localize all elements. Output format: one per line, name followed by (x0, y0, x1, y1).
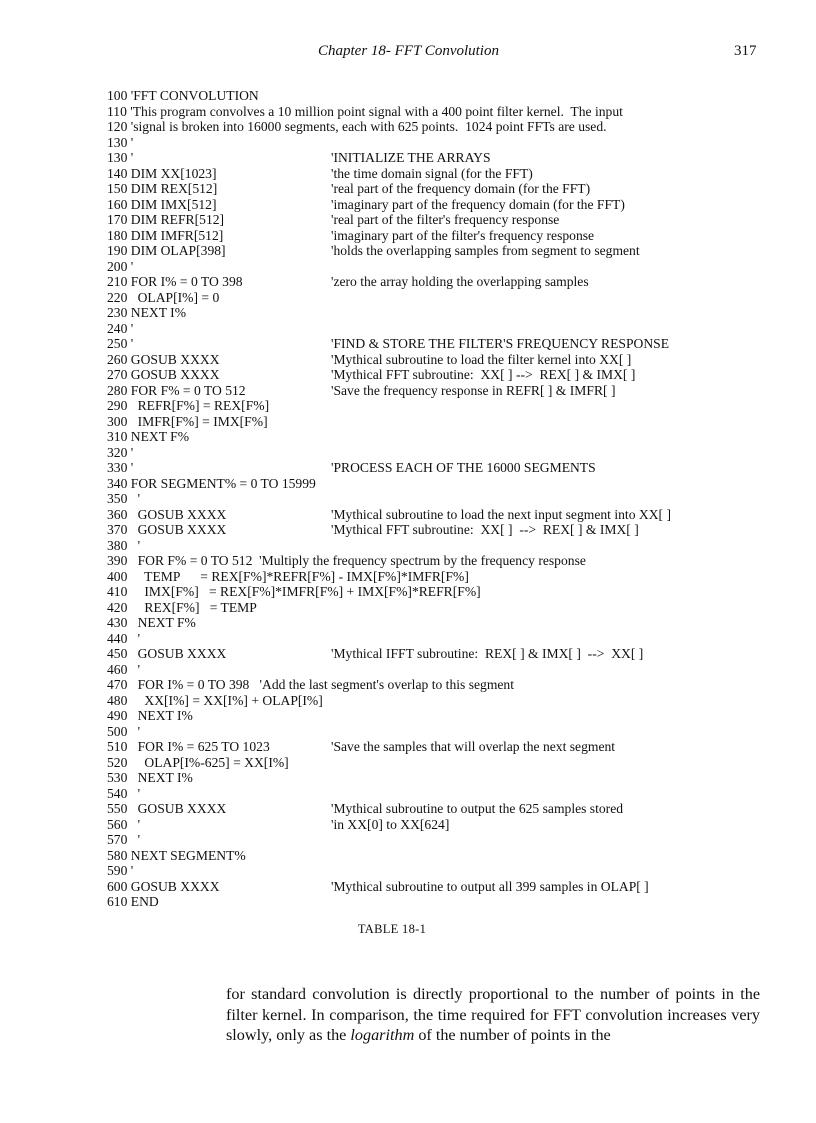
page-number: 317 (734, 43, 757, 59)
program-line (107, 646, 787, 662)
program-line-comment: 'real part of the filter's frequency response (331, 212, 560, 227)
program-line-code: 130 ' (107, 134, 134, 150)
program-line-code: 420 REX[F%] = TEMP (107, 599, 257, 615)
program-line-code: 430 NEXT F% (107, 615, 196, 630)
program-line-code: 290 REFR[F%] = REX[F%] (107, 398, 270, 413)
program-line-comment: 'real part of the frequency domain (for the FFT) (331, 181, 591, 196)
program-line-code: 580 NEXT SEGMENT% (107, 847, 246, 863)
program-line (107, 119, 787, 135)
program-line (107, 817, 787, 833)
program-line (107, 863, 787, 879)
program-line-code: 240 ' (107, 320, 134, 336)
program-line (107, 786, 787, 802)
program-line-code: 610 END (107, 894, 159, 909)
paragraph-text-after: of the number of points in the (414, 1026, 611, 1044)
program-line-comment: 'Save the frequency response in REFR[ ] & IMFR[ ] (331, 382, 616, 398)
program-line-comment: 'FIND & STORE THE FILTER'S FREQUENCY RESPONSE (331, 336, 669, 351)
program-line-comment: 'the time domain signal (for the FFT) (331, 165, 533, 181)
program-line-code: 480 XX[I%] = XX[I%] + OLAP[I%] (107, 692, 323, 708)
program-line (107, 181, 787, 197)
program-line-code: 190 DIM OLAP[398] (107, 243, 226, 258)
program-line-code: 460 ' (107, 661, 141, 677)
program-line (107, 708, 787, 724)
program-line-code: 350 ' (107, 491, 141, 506)
program-line-code: 370 GOSUB XXXX (107, 522, 227, 537)
paragraph-text-before: for standard convolution is directly proportional to the number of points in the filter kernel. In comparison, the time required for FFT convolution increases very slowly, only as the (226, 985, 760, 1044)
program-line-code: 180 DIM IMFR[512] (107, 227, 224, 243)
program-line-comment: 'zero the array holding the overlapping samples (331, 274, 589, 289)
program-line (107, 522, 787, 538)
program-line-code: 120 'signal is broken into 16000 segments, each with 625 points. 1024 point FFTs are used. (107, 119, 607, 134)
body-paragraph (226, 984, 760, 1046)
program-line-code: 440 ' (107, 630, 141, 646)
program-line (107, 507, 787, 523)
program-line (107, 491, 787, 507)
emphasis-logarithm: logarithm (350, 1026, 415, 1044)
program-line-code: 550 GOSUB XXXX (107, 801, 227, 816)
program-line-code: 340 FOR SEGMENT% = 0 TO 15999 (107, 475, 316, 491)
program-line (107, 212, 787, 228)
program-line-comment: 'in XX[0] to XX[624] (331, 816, 450, 832)
program-line (107, 631, 787, 647)
program-line-code: 360 GOSUB XXXX (107, 506, 227, 522)
program-line (107, 553, 787, 569)
program-line-code: 110 'This program convolves a 10 million point signal with a 400 point filter kernel. The input (107, 103, 623, 119)
program-line-code: 530 NEXT I% (107, 770, 193, 785)
program-line-code: 390 FOR F% = 0 TO 512 'Multiply the frequency spectrum by the frequency response (107, 553, 586, 568)
program-line (107, 321, 787, 337)
program-line-code: 380 ' (107, 537, 141, 553)
program-line-comment: 'imaginary part of the frequency domain (for the FFT) (331, 196, 625, 212)
program-line-code: 270 GOSUB XXXX (107, 367, 220, 382)
program-line (107, 243, 787, 259)
program-line (107, 150, 787, 166)
table-caption (0, 922, 816, 937)
table-caption-text: TABLE 18-1 (357, 922, 427, 936)
program-line (107, 832, 787, 848)
program-line (107, 801, 787, 817)
program-line-comment: 'Mythical IFFT subroutine: REX[ ] & IMX[ ] --> XX[ ] (331, 646, 644, 661)
program-line (107, 615, 787, 631)
program-line-code: 300 IMFR[F%] = IMX[F%] (107, 413, 268, 429)
program-line (107, 600, 787, 616)
program-line (107, 274, 787, 290)
program-line (107, 228, 787, 244)
program-line-code: 210 FOR I% = 0 TO 398 (107, 274, 243, 289)
program-line (107, 104, 787, 120)
program-line (107, 848, 787, 864)
program-line (107, 569, 787, 585)
program-line (107, 398, 787, 414)
program-line (107, 197, 787, 213)
program-line-code: 400 TEMP = REX[F%]*REFR[F%] - IMX[F%]*IMFR[F%] (107, 568, 469, 584)
program-line-code: 170 DIM REFR[512] (107, 212, 225, 227)
program-line-code: 500 ' (107, 723, 141, 739)
program-line (107, 755, 787, 771)
program-line (107, 445, 787, 461)
program-line-comment: 'holds the overlapping samples from segment to segment (331, 243, 640, 258)
program-line-code: 200 ' (107, 258, 134, 274)
program-line-comment: 'Mythical subroutine to output all 399 samples in OLAP[ ] (331, 878, 649, 894)
program-line-code: 570 ' (107, 832, 141, 847)
program-line-code: 560 ' (107, 816, 141, 832)
program-line (107, 770, 787, 786)
paragraph (226, 984, 760, 1046)
program-line (107, 259, 787, 275)
program-line-code: 410 IMX[F%] = REX[F%]*IMFR[F%] + IMX[F%]*REFR[F%] (107, 584, 481, 599)
program-line-code: 540 ' (107, 785, 141, 801)
program-line-code: 100 'FFT CONVOLUTION (107, 88, 259, 103)
program-line (107, 894, 787, 910)
page-header (0, 43, 816, 65)
program-line (107, 305, 787, 321)
program-line (107, 724, 787, 740)
program-line-code: 230 NEXT I% (107, 305, 187, 320)
program-line (107, 166, 787, 182)
program-line-comment: 'Mythical FFT subroutine: XX[ ] --> REX[ ] & IMX[ ] (331, 522, 639, 537)
program-line-code: 600 GOSUB XXXX (107, 878, 220, 894)
basic-program-listing (107, 88, 787, 910)
program-line-comment: 'INITIALIZE THE ARRAYS (331, 150, 491, 165)
program-line-code: 280 FOR F% = 0 TO 512 (107, 382, 246, 398)
program-line (107, 414, 787, 430)
program-line (107, 367, 787, 383)
program-line-comment: 'Mythical subroutine to load the filter kernel into XX[ ] (331, 351, 632, 367)
program-line (107, 88, 787, 104)
program-line-comment: 'Mythical subroutine to output the 625 samples stored (331, 801, 624, 816)
program-line-comment: 'PROCESS EACH OF THE 16000 SEGMENTS (331, 460, 596, 475)
program-line-code: 450 GOSUB XXXX (107, 646, 227, 661)
program-line (107, 336, 787, 352)
program-line-comment: 'imaginary part of the filter's frequency response (331, 227, 595, 243)
program-line (107, 290, 787, 306)
program-line (107, 677, 787, 693)
program-line-code: 260 GOSUB XXXX (107, 351, 220, 367)
program-line (107, 662, 787, 678)
program-line (107, 352, 787, 368)
program-line (107, 383, 787, 399)
program-line (107, 135, 787, 151)
program-line-code: 140 DIM XX[1023] (107, 165, 217, 181)
program-line (107, 879, 787, 895)
program-line-code: 470 FOR I% = 0 TO 398 'Add the last segment's overlap to this segment (107, 677, 515, 692)
program-line-code: 590 ' (107, 863, 134, 878)
program-line (107, 693, 787, 709)
program-line-code: 490 NEXT I% (107, 708, 193, 723)
program-line-comment: 'Save the samples that will overlap the next segment (331, 739, 616, 754)
program-line-code: 220 OLAP[I%] = 0 (107, 289, 220, 305)
program-line (107, 584, 787, 600)
program-line (107, 538, 787, 554)
program-line-comment: 'Mythical subroutine to load the next input segment into XX[ ] (331, 506, 671, 522)
program-line-code: 320 ' (107, 444, 134, 460)
program-line-code: 130 ' (107, 150, 134, 165)
program-line-code: 250 ' (107, 336, 134, 351)
program-line-code: 510 FOR I% = 625 TO 1023 (107, 739, 270, 754)
program-line-code: 310 NEXT F% (107, 429, 190, 444)
program-line-comment: 'Mythical FFT subroutine: XX[ ] --> REX[ ] & IMX[ ] (331, 367, 636, 382)
chapter-title: Chapter 18- FFT Convolution (318, 43, 499, 59)
program-line (107, 460, 787, 476)
program-line-code: 150 DIM REX[512] (107, 181, 218, 196)
program-line-code: 330 ' (107, 460, 134, 475)
program-line (107, 476, 787, 492)
program-line (107, 429, 787, 445)
program-line-code: 520 OLAP[I%-625] = XX[I%] (107, 754, 289, 770)
program-line (107, 739, 787, 755)
program-line-code: 160 DIM IMX[512] (107, 196, 217, 212)
